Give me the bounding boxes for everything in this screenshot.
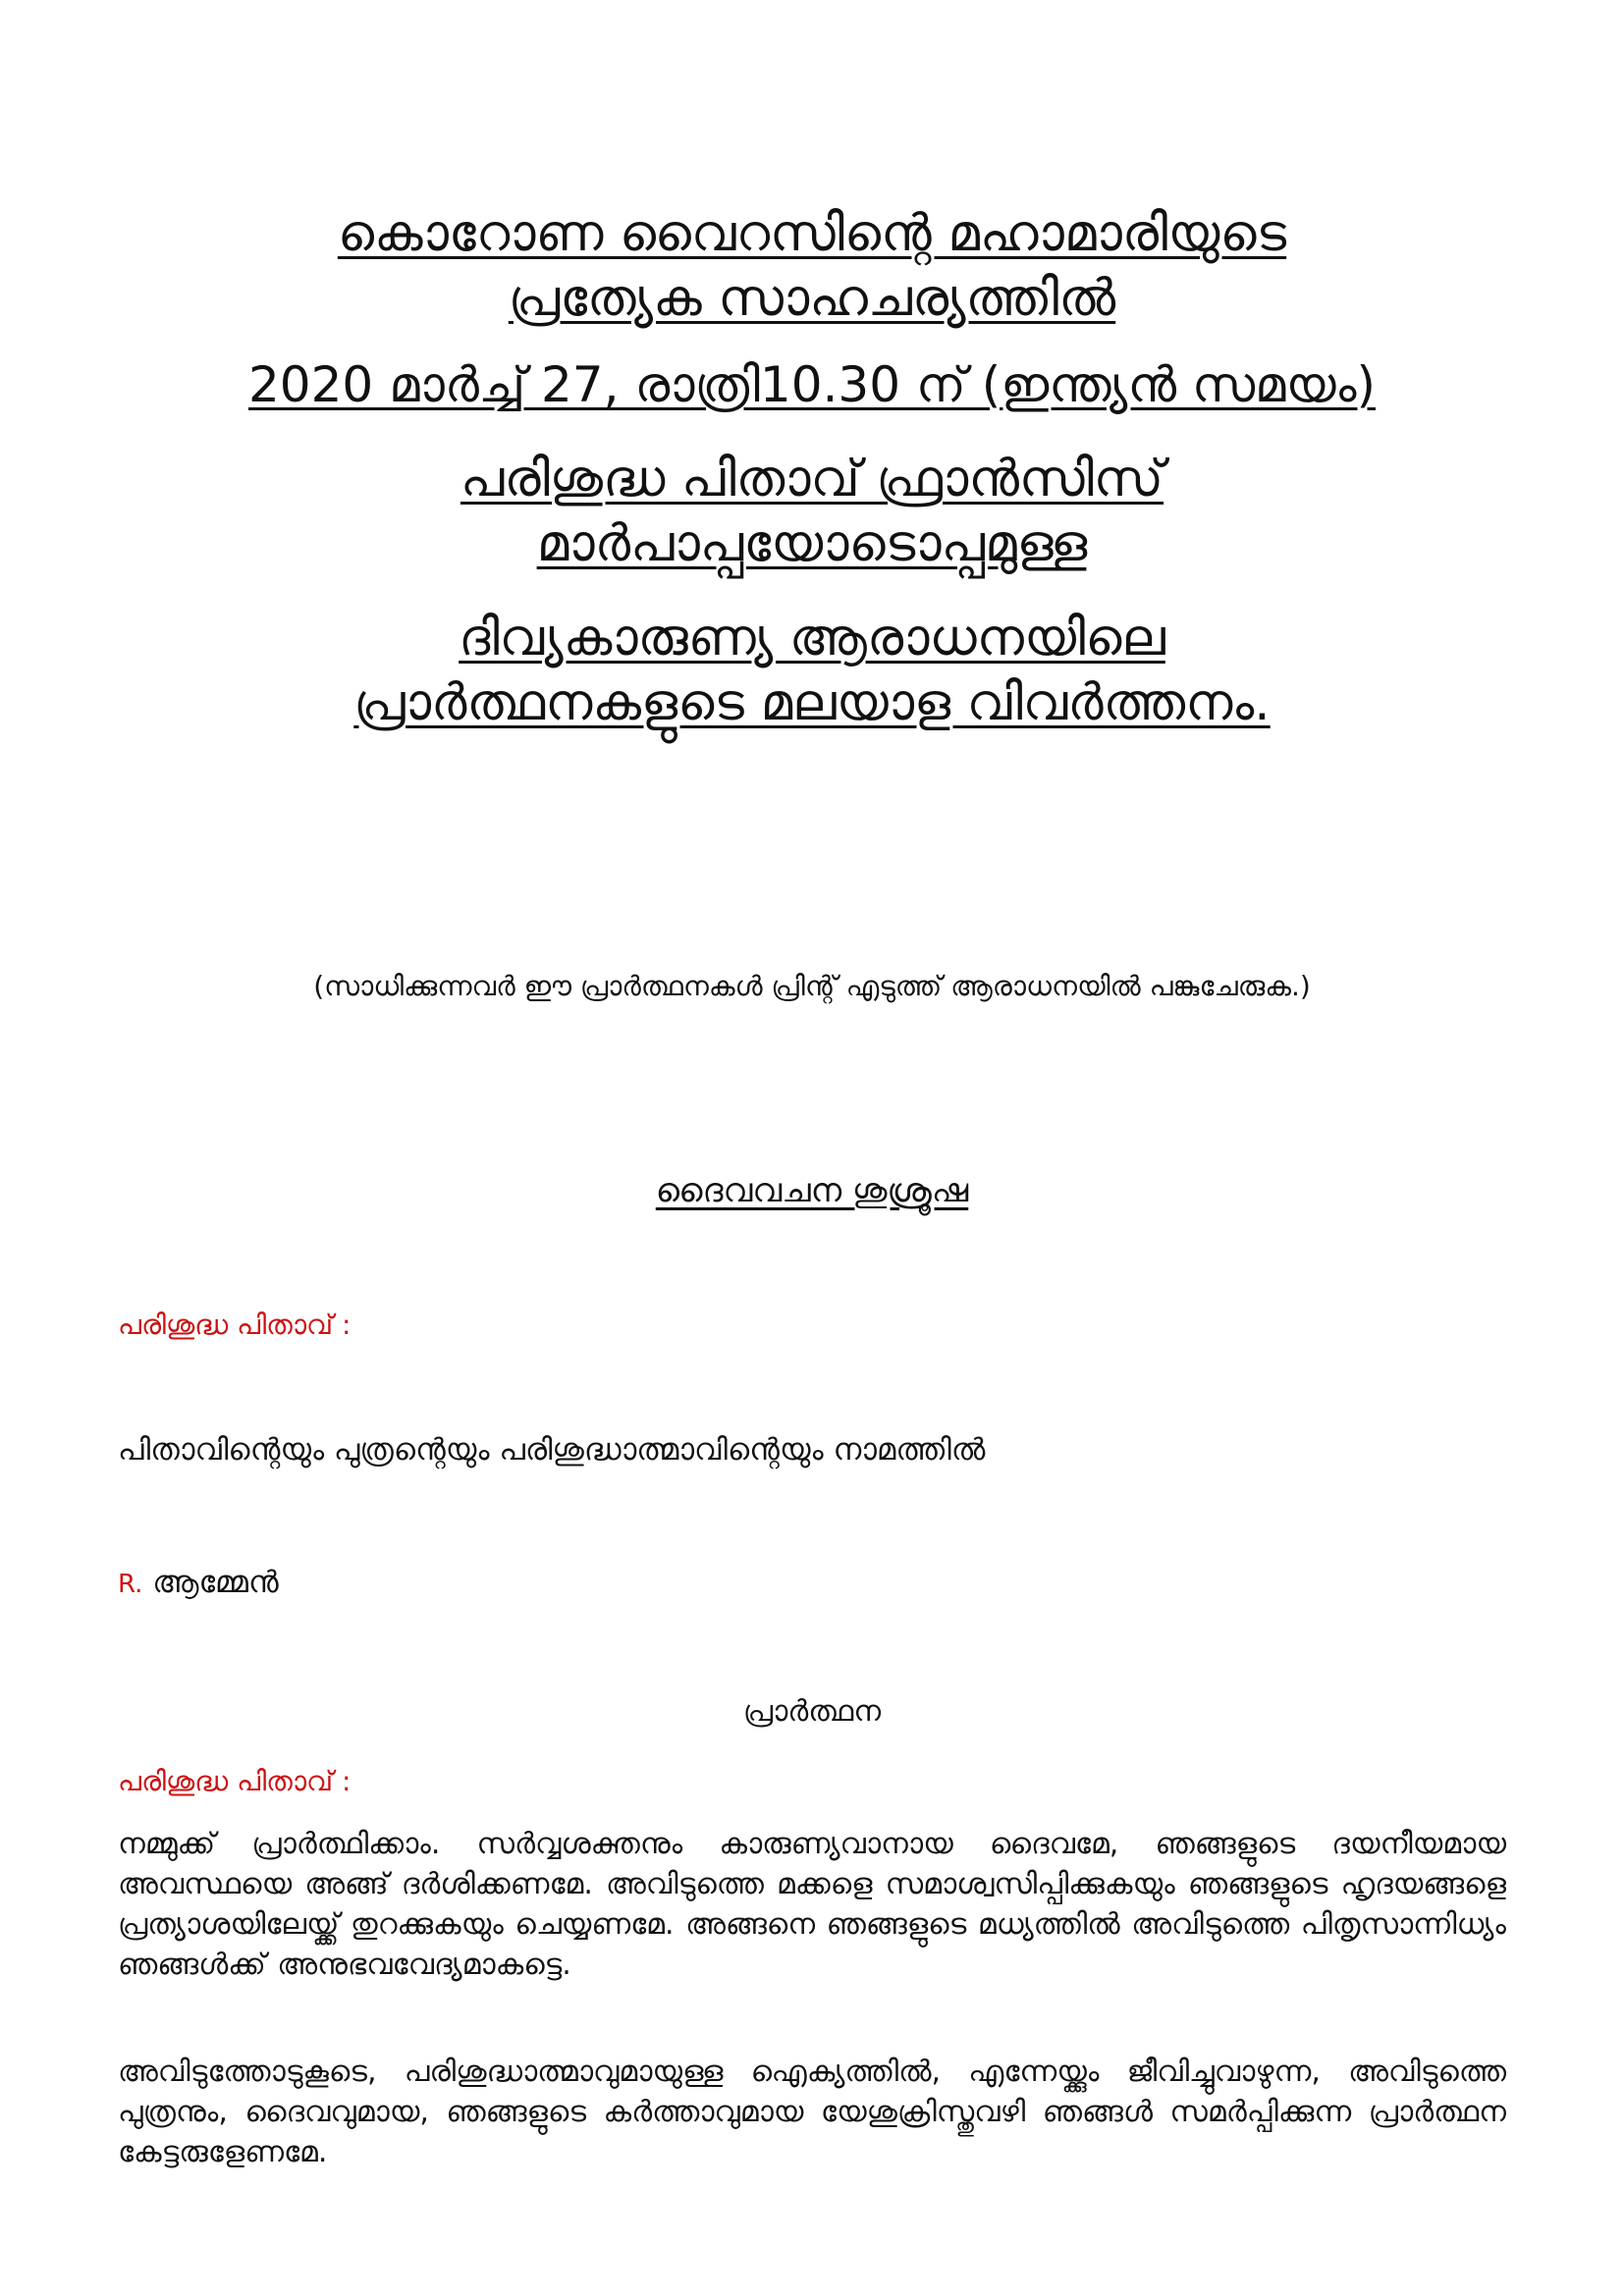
print-note: (സാധിക്കുന്നവർ ഈ പ്രാർത്ഥനകൾ പ്രിന്റ് എടുത്ത് ആരാധനയിൽ പങ്കുചേരുക.) — [313, 970, 1311, 1002]
title-line-5: മാർപാപ്പയോടൊപ്പമുള്ള — [536, 514, 1088, 573]
speaker-label-1: പരിശുദ്ധ പിതാവ് : — [118, 1308, 352, 1341]
title-line-2: പ്രത്യേക സാഹചര്യത്തിൽ — [508, 269, 1116, 328]
response-line — [118, 1561, 279, 1606]
title-line-1: കൊറോണ വൈറസിന്റെ മഹാമാരിയുടെ — [337, 204, 1287, 263]
prayer-heading: പ്രാർത്ഥന — [742, 1694, 882, 1729]
title-line-4: പരിശുദ്ധ പിതാവ് ഫ്രാൻസിസ് — [460, 450, 1164, 508]
prayer-paragraph-1: നമ്മുക്ക് പ്രാർത്ഥിക്കാം. സർവ്വശക്തനും കാരുണ്യവാനായ ദൈവമേ, ഞങ്ങളുടെ ദയനീയമായ അവസ്ഥയെ അങ്ങ് ദർശിക്കണമേ. അവിടുത്തെ മക്കളെ സമാശ്വസിപ്പിക്കുകയും ഞങ്ങളുടെ ഹൃദയങ്ങളെ പ്രത്യാശയിലേയ്ക്ക് തുറക്കുകയും ചെയ്യണമേ. അങ്ങനെ ഞങ്ങളുടെ മധ്യത്തിൽ അവിടുത്തെ പിതൃസാന്നിധ്യം ഞങ്ങൾക്ക് അനുഭവവേദ്യമാകട്ടെ. — [118, 1827, 1506, 1982]
section-heading: ദൈവവചന ശുശ്രൂഷ — [655, 1171, 969, 1210]
response-text: ആമ്മേൻ — [152, 1565, 279, 1600]
speaker-label-2: പരിശുദ്ധ പിതാവ് : — [118, 1765, 352, 1797]
prayer-paragraph-2: അവിടുത്തോടുകൂടെ, പരിശുദ്ധാത്മാവുമായുള്ള ഐക്യത്തിൽ, എന്നേയ്ക്കും ജീവിച്ചുവാഴുന്ന, അവിടുത്തെ പുത്രനും, ദൈവവുമായ, ഞങ്ങളുടെ കർത്താവുമായ യേശുക്രിസ്തുവഴി ഞങ്ങൾ സമർപ്പിക്കുന്ന പ്രാർത്ഥന കേട്ടരുളേണമേ. — [118, 2055, 1506, 2169]
title-line-7: പ്രാർത്ഥനകളുടെ മലയാള വിവർത്തനം. — [353, 673, 1271, 732]
title-line-6: ദിവ്യകാരുണ്യ ആരാധനയിലെ — [459, 609, 1165, 667]
response-marker: R. — [118, 1570, 143, 1599]
title-date-line: 2020 മാർച്ച് 27, രാത്രി10.30 ന് (ഇന്ത്യൻ സമയം) — [247, 356, 1377, 413]
invocation-line: പിതാവിന്റെയും പുത്രന്റെയും പരിശുദ്ധാത്മാവിന്റെയും നാമത്തിൽ — [118, 1432, 986, 1468]
document-title — [118, 201, 1506, 735]
